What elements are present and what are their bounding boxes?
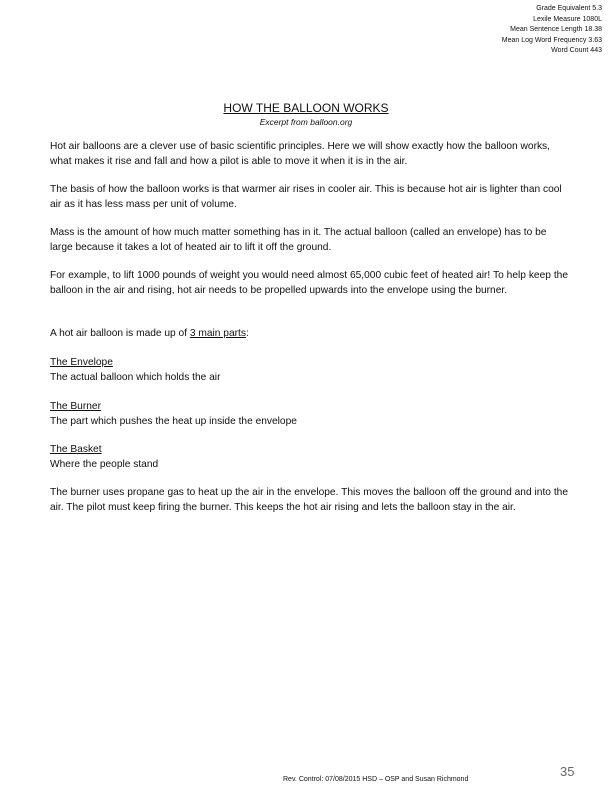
page-number: 35 <box>560 764 575 779</box>
page-subtitle: Excerpt from balloon.org <box>259 117 353 127</box>
paragraph: For example, to lift 1000 pounds of weight you would need almost 65,000 cubic feet of heated air! To help keep the balloon in the air and rising, hot air needs to be propelled upwards into the envelope using the burner. <box>50 270 568 296</box>
paragraph: Hot air balloons are a clever use of basic scientific principles. Here we will show exactly how the balloon works, what makes it rise and fall and how a pilot is able to move it when it is in the air. <box>50 141 550 167</box>
paragraph: The basis of how the balloon works is that warmer air rises in cooler air. This is because hot air is lighter than cool air as it has less mass per unit of volume. <box>50 184 562 210</box>
part-envelope: The Envelope The actual balloon which holds the air <box>50 357 221 383</box>
meta-line: Grade Equivalent 5.3 <box>536 5 602 12</box>
part-burner: The Burner The part which pushes the heat up inside the envelope <box>50 401 297 427</box>
parts-intro: A hot air balloon is made up of 3 main parts: <box>50 328 249 339</box>
meta-line: Lexile Measure 1080L <box>533 15 602 23</box>
readability-metadata <box>502 4 602 57</box>
meta-line: Mean Log Word Frequency 3.63 <box>501 36 602 44</box>
paragraph: The burner uses propane gas to heat up the air in the envelope. This moves the balloon off the ground and into the air. The pilot must keep firing the burner. This keeps the hot air rising and lets the balloon stay in the air. <box>50 487 568 513</box>
meta-line: Word Count 443 <box>551 47 602 54</box>
part-basket: The Basket Where the people stand <box>50 444 159 470</box>
footer: Rev. Control: 07/08/2015 HSD – OSP and Susan Richmond <box>283 776 469 783</box>
paragraph: Mass is the amount of how much matter something has in it. The actual balloon (called an envelope) has to be large because it takes a lot of heated air to lift it off the ground. <box>50 227 547 253</box>
page-title: HOW THE BALLOON WORKS <box>223 101 389 115</box>
meta-line: Mean Sentence Length 18.38 <box>510 26 602 33</box>
